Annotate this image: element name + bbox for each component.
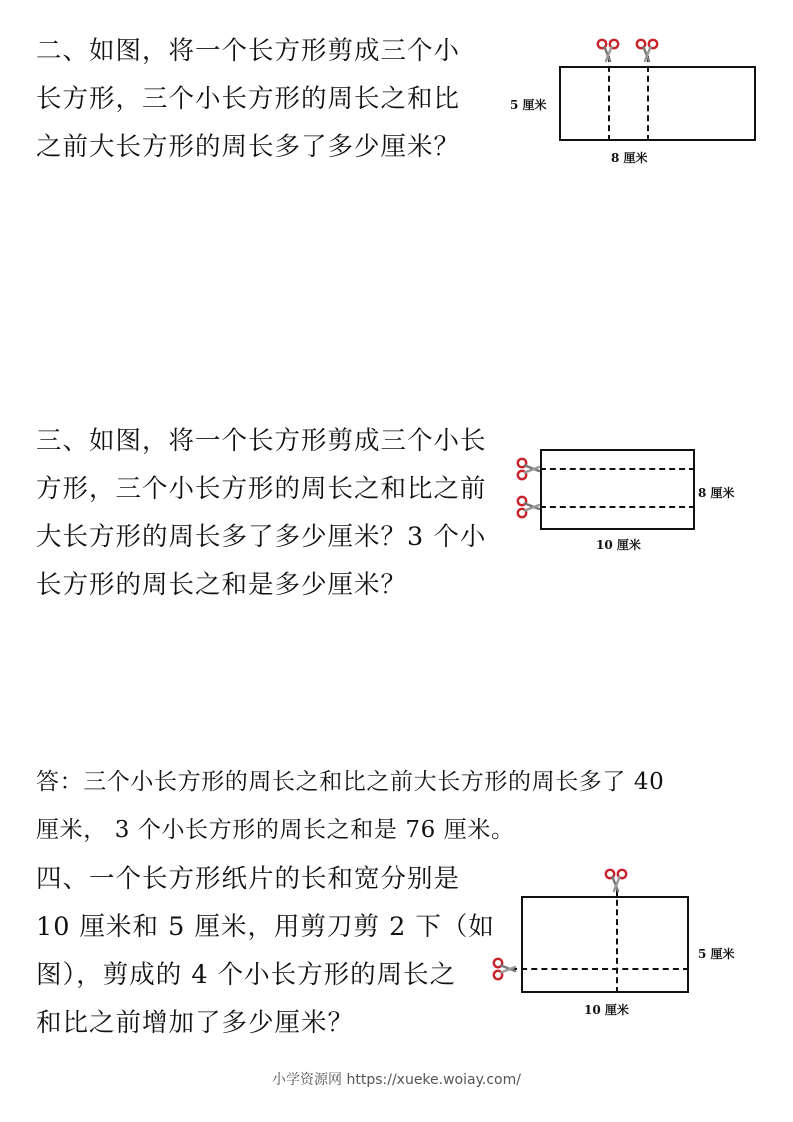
- cut-line-1: [530, 468, 695, 470]
- height-label: 5 厘米: [698, 947, 735, 961]
- question-3-figure: [516, 440, 756, 555]
- question-4-text: [36, 855, 495, 1047]
- question-4-figure: [492, 868, 762, 1023]
- scissors-icon: [492, 956, 518, 982]
- question-3-text: [36, 417, 487, 609]
- width-label: 10 厘米: [596, 538, 641, 552]
- question-2-figure: [508, 36, 778, 171]
- scissors-icon: [516, 456, 542, 482]
- width-label: 8 厘米: [611, 151, 648, 165]
- question-3-line-1: 三、如图，将一个长方形剪成三个小长: [36, 426, 487, 456]
- scissors-icon: [603, 868, 629, 894]
- question-3-line-2: 方形，三个小长方形的周长之和比之前: [36, 474, 487, 504]
- question-3-line-3: 大长方形的周长多了多少厘米？3 个小: [36, 522, 487, 552]
- big-rectangle: [559, 66, 756, 141]
- question-4-line-2: 10 厘米和 5 厘米，用剪刀剪 2 下（如: [36, 912, 495, 942]
- scissors-icon: [595, 38, 621, 64]
- height-label: 8 厘米: [698, 486, 735, 500]
- question-4-line-3: 图），剪成的 4 个小长方形的周长之: [36, 960, 457, 990]
- answer-text: [36, 758, 664, 854]
- big-rectangle: [540, 449, 695, 530]
- question-3-line-4: 长方形的周长之和是多少厘米？: [36, 570, 408, 600]
- horizontal-cut-line: [511, 968, 689, 970]
- question-2-line-2: 长方形，三个小长方形的周长之和比: [36, 84, 461, 114]
- question-4-line-4: 和比之前增加了多少厘米？: [36, 1008, 355, 1038]
- width-label: 10 厘米: [584, 1003, 629, 1017]
- scissors-icon: [516, 494, 542, 520]
- cut-line-2: [530, 506, 695, 508]
- big-rectangle: [521, 896, 689, 993]
- answer-line-2: 厘米， 3 个小长方形的周长之和是 76 厘米。: [36, 817, 515, 843]
- footer-watermark: 小学资源网 https://xueke.woiay.com/: [272, 1072, 521, 1088]
- vertical-cut-line: [616, 890, 618, 993]
- question-2-line-3: 之前大长方形的周长多了多少厘米？: [36, 132, 461, 162]
- scissors-icon: [634, 38, 660, 64]
- question-2-line-1: 二、如图，将一个长方形剪成三个小: [36, 36, 461, 66]
- answer-line-1: 答：三个小长方形的周长之和比之前大长方形的周长多了 40: [36, 769, 665, 795]
- cut-line-2: [647, 56, 649, 141]
- question-4-line-1: 四、一个长方形纸片的长和宽分别是: [36, 864, 461, 894]
- height-label: 5 厘米: [510, 98, 547, 112]
- question-2-text: [36, 27, 460, 171]
- cut-line-1: [608, 56, 610, 141]
